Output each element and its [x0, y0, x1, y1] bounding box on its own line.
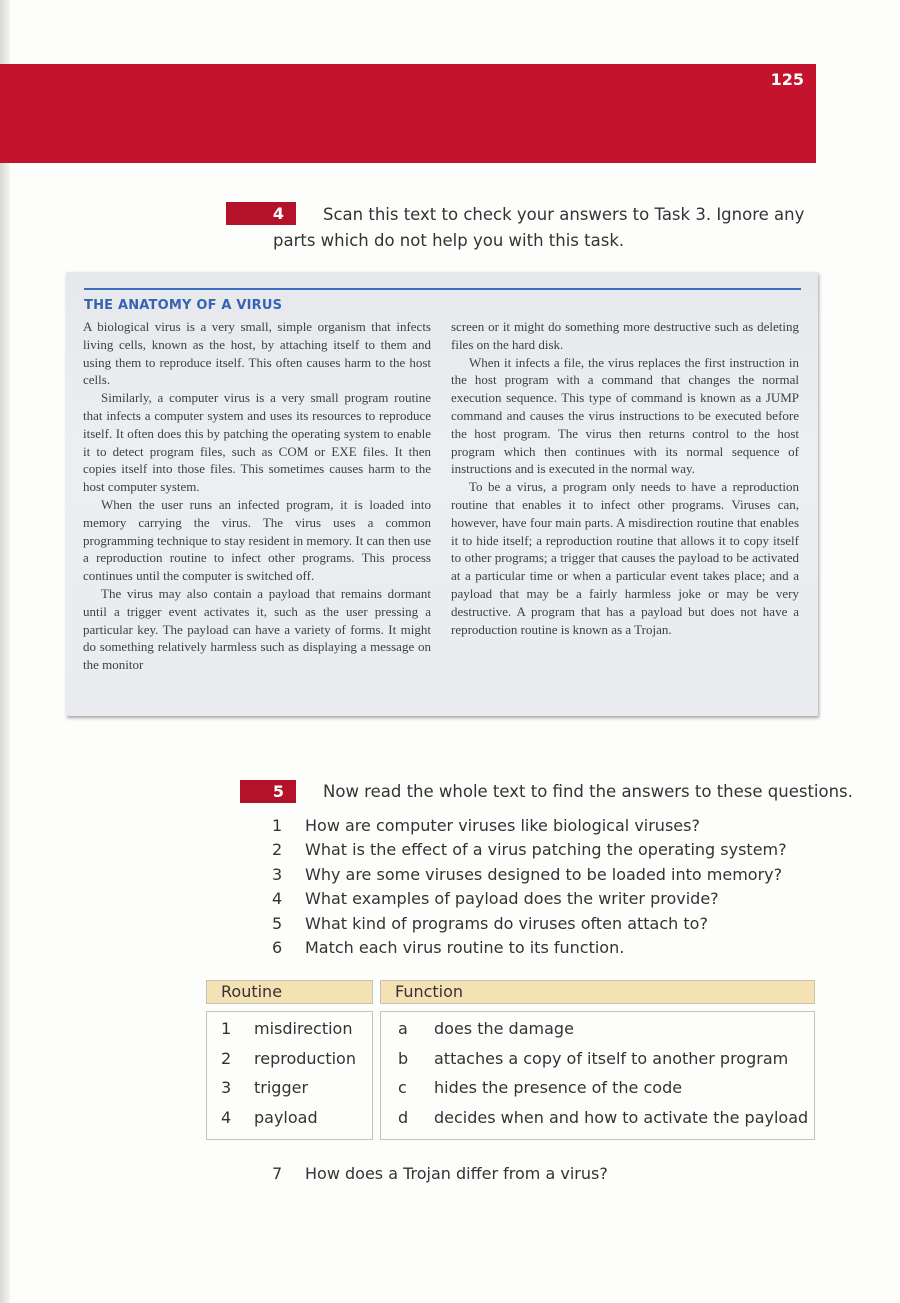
question-number: 6 — [272, 937, 283, 957]
article-paragraph: screen or it might do something more destructive such as deleting files on the hard disk. — [451, 319, 799, 352]
article-paragraph: When it infects a file, the virus replaces the first instruction in the host program with a command that changes the normal execution sequence. This type of command is known as a JUMP command and causes the virus instructions to be executed before the host program. The virus then returns control to the host program which then continues with its normal sequence of instructions and is executed in the normal way. — [451, 354, 799, 477]
task-5-instruction: Now read the whole text to find the answers to these questions. — [323, 782, 853, 801]
routine-number: 3 — [221, 1078, 232, 1098]
article-column-right — [451, 318, 799, 638]
routine-column-header: Routine — [206, 980, 373, 1004]
question-item — [272, 887, 787, 911]
question-text: How does a Trojan differ from a virus? — [305, 1164, 608, 1183]
heading-rule — [84, 288, 801, 290]
final-question — [272, 1162, 608, 1186]
question-number: 4 — [272, 889, 283, 909]
question-text: What examples of payload does the writer provide? — [305, 889, 719, 909]
routine-name: reproduction — [254, 1048, 356, 1068]
routine-row — [207, 1073, 372, 1103]
article-column-left — [83, 318, 431, 674]
routine-row — [207, 1044, 372, 1074]
article-paragraph: To be a virus, a program only needs to have a reproduction routine that enables it to infect other programs. Viruses can, however, have four main parts. A misdirection routine that enables it to hide itself; a reproduction routine that allows it to copy itself to other programs; a trigger that causes the payload to be activated at a particular time or when a particular event takes place; and a payload that may be a fairly harmless joke or may be very destructive. A program that has a payload but does not have a reproduction routine is known as a Trojan. — [451, 479, 799, 637]
task-5-badge — [240, 780, 296, 803]
page-number: 125 — [770, 70, 804, 89]
routine-number: 1 — [221, 1019, 232, 1038]
function-text: attaches a copy of itself to another program — [434, 1048, 789, 1068]
function-text: hides the presence of the code — [434, 1078, 683, 1098]
page-spine-shadow — [0, 0, 10, 1303]
article-paragraph: A biological virus is a very small, simple organism that infects living cells, known as the host, by attaching itself to them and using them to reproduce itself. This often causes harm to the host cells. — [83, 319, 431, 388]
question-item — [272, 863, 787, 887]
task-5-number: 5 — [272, 782, 284, 801]
function-column-header: Function — [380, 980, 815, 1004]
routine-list — [206, 1011, 373, 1140]
function-row — [381, 1103, 814, 1133]
function-letter: b — [398, 1048, 409, 1068]
question-number: 7 — [272, 1164, 283, 1183]
routine-name: misdirection — [254, 1019, 353, 1038]
article-paragraph: The virus may also contain a payload that remains dormant until a trigger event activates it, such as the user pressing a particular key. The payload can have a variety of forms. It might do something relatively harmless such as displaying a message on the monitor — [83, 585, 431, 673]
question-number: 1 — [272, 816, 283, 835]
question-item — [272, 912, 787, 936]
question-number: 2 — [272, 840, 283, 860]
question-number: 5 — [272, 913, 283, 933]
question-item — [272, 814, 787, 838]
question-number: 3 — [272, 864, 283, 884]
question-text: How are computer viruses like biological viruses? — [305, 816, 700, 835]
routine-row — [207, 1014, 372, 1044]
function-text: decides when and how to activate the payload — [434, 1108, 809, 1128]
function-row — [381, 1073, 814, 1103]
question-text: What kind of programs do viruses often attach to? — [305, 913, 708, 933]
question-item — [272, 838, 787, 862]
function-letter: d — [398, 1108, 409, 1128]
function-list — [380, 1011, 815, 1140]
question-text: Why are some viruses designed to be loaded into memory? — [305, 864, 783, 884]
header-band — [0, 64, 816, 163]
function-row — [381, 1044, 814, 1074]
question-text: Match each virus routine to its function. — [305, 937, 625, 957]
task-4-instruction-line-2: parts which do not help you with this task. — [273, 231, 625, 250]
task-4-instruction-line-1: Scan this text to check your answers to Task 3. Ignore any — [323, 205, 805, 224]
function-letter: c — [398, 1078, 407, 1098]
question-item — [272, 936, 787, 960]
article-paragraph: When the user runs an infected program, it is loaded into memory carrying the virus. The virus uses a common programming technique to stay resident in memory. It can then use a reproduction routine to infect other programs. This process continues until the computer is switched off. — [83, 496, 431, 584]
reading-text-panel — [66, 272, 818, 716]
routine-number: 4 — [221, 1108, 232, 1128]
routine-name: trigger — [254, 1078, 309, 1098]
question-list — [272, 814, 787, 960]
routine-number: 2 — [221, 1048, 232, 1068]
function-letter: a — [398, 1019, 408, 1038]
task-4-number: 4 — [272, 204, 284, 223]
question-item — [272, 1162, 608, 1186]
task-4-badge — [226, 202, 296, 225]
routine-name: payload — [254, 1108, 318, 1128]
routine-row — [207, 1103, 372, 1133]
article-paragraph: Similarly, a computer virus is a very small program routine that infects a computer system and uses its resources to reproduce itself. It often does this by patching the operating system to enable it to detect program files, such as COM or EXE files. It then copies itself into those files. This sometimes causes harm to the host computer system. — [83, 390, 431, 495]
function-row — [381, 1014, 814, 1044]
function-text: does the damage — [434, 1019, 574, 1038]
article-heading: THE ANATOMY OF A VIRUS — [84, 298, 283, 313]
question-text: What is the effect of a virus patching the operating system? — [305, 840, 787, 860]
